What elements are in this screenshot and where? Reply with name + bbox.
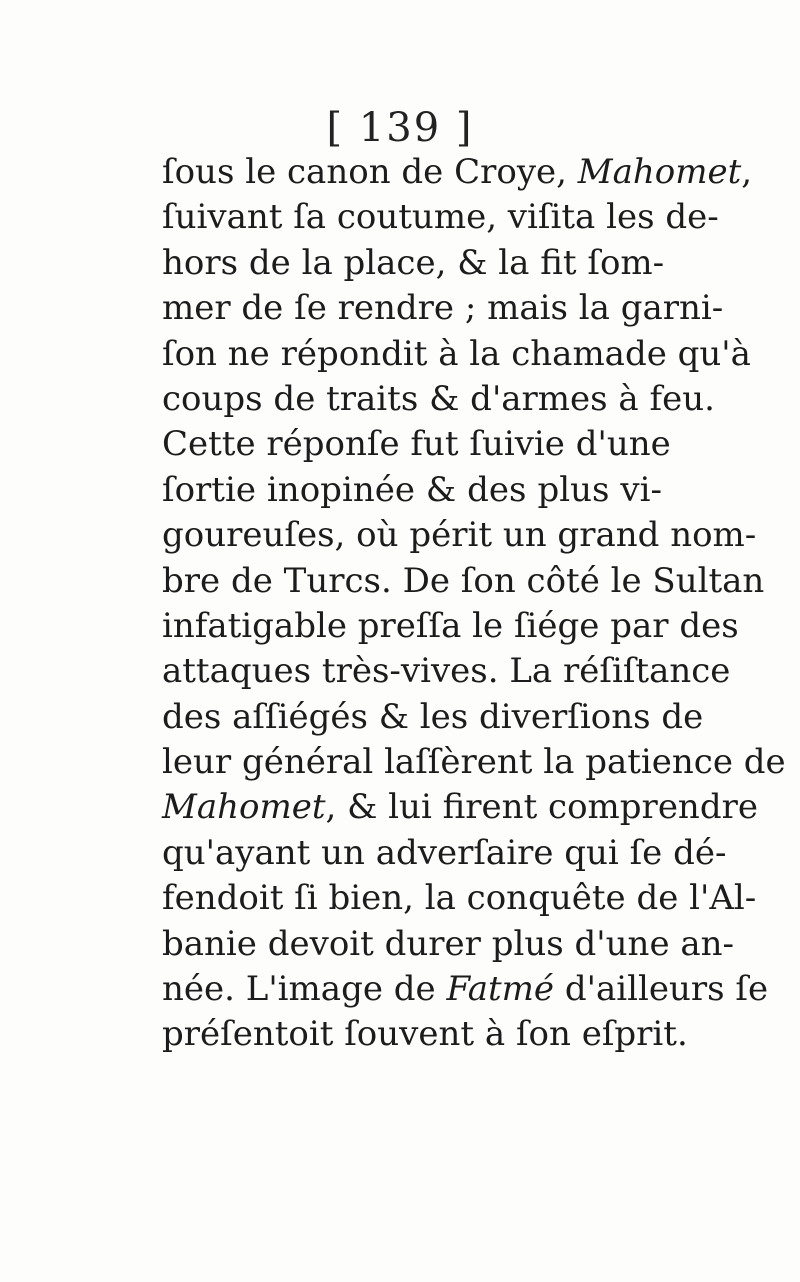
text-segment: bre de Turcs. De ſon côté le Sultan — [162, 560, 765, 601]
italic-name: Fatmé — [446, 969, 555, 1010]
text-line — [162, 195, 719, 240]
text-segment: ſortie inopinée & des plus vi- — [162, 469, 662, 510]
text-segment: leur général laſſèrent la patience de — [162, 742, 786, 783]
text-segment: goureuſes, où périt un grand nom- — [162, 515, 757, 556]
text-segment: née. L'image de — [162, 969, 447, 1010]
text-line — [162, 785, 758, 830]
text-segment: préſentoit ſouvent à ſon eſprit. — [162, 1014, 688, 1055]
text-segment: fendoit ſi bien, la conquête de l'Al- — [162, 878, 757, 919]
text-line — [162, 695, 704, 740]
text-segment: infatigable preſſa le ſiége par des — [162, 605, 739, 646]
text-line — [162, 332, 751, 377]
text-segment: qu'ayant un adverſaire qui ſe dé- — [162, 832, 727, 873]
italic-name: Mahomet — [162, 787, 326, 828]
text-line — [162, 1012, 688, 1057]
text-line — [162, 876, 757, 921]
text-line — [162, 559, 765, 604]
italic-name: Mahomet — [577, 152, 742, 192]
text-segment: , & lui firent comprendre — [325, 787, 758, 828]
text-segment: d'ailleurs ſe — [554, 969, 769, 1010]
text-segment: ſon ne répondit à la chamade qu'à — [162, 333, 751, 374]
text-segment: ſuivant ſa coutume, viſita les de- — [162, 197, 719, 238]
text-segment: des aſſiégés & les diverſions de — [162, 696, 704, 737]
text-segment: Cette réponſe fut ſuivie d'une — [162, 424, 671, 465]
text-line — [162, 922, 735, 967]
text-line — [162, 513, 757, 558]
body-text — [162, 150, 786, 1058]
text-segment: coups de traits & d'armes à feu. — [162, 378, 715, 419]
text-segment: banie devoit durer plus d'une an- — [162, 923, 735, 964]
text-line — [162, 150, 753, 195]
text-line — [162, 649, 731, 694]
text-line — [162, 286, 724, 331]
text-line — [162, 468, 662, 513]
text-segment: mer de ſe rendre ; mais la garni- — [162, 288, 724, 329]
text-line — [162, 241, 665, 286]
text-segment: , — [741, 152, 753, 192]
text-line — [162, 740, 786, 785]
text-segment: attaques très-vives. La réſiſtance — [162, 651, 731, 692]
text-line — [162, 422, 671, 467]
page-number: [ 139 ] — [326, 105, 474, 151]
text-line — [162, 604, 739, 649]
text-line — [162, 967, 769, 1012]
text-segment: ſous le canon de Croye, — [162, 152, 578, 192]
text-line — [162, 377, 715, 422]
text-line — [162, 831, 727, 876]
text-segment: hors de la place, & la fit ſom- — [162, 242, 665, 283]
